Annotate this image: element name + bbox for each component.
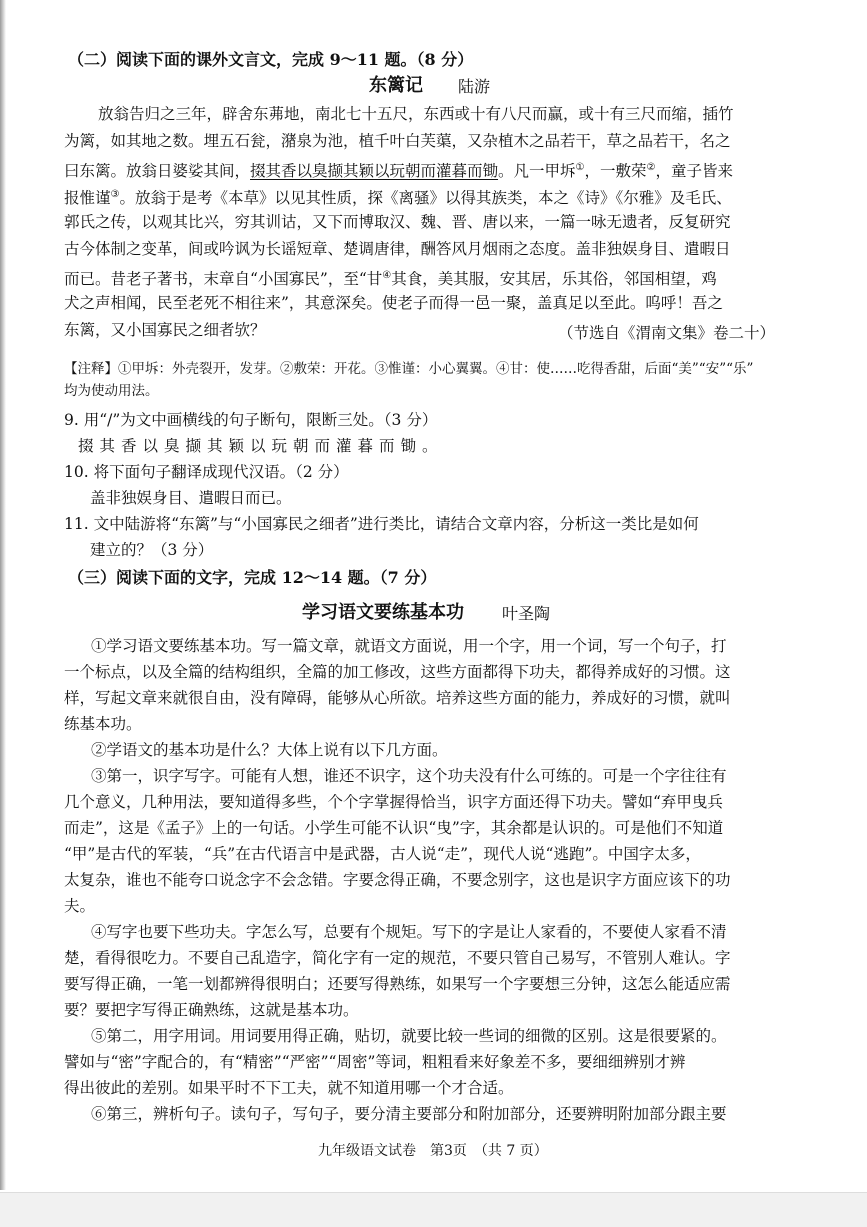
footnote-marker: ② xyxy=(646,162,656,173)
essay-author: 陆游 xyxy=(458,77,491,96)
paragraph-line: ④写字也要下些功夫。字怎么写，总要有个规矩。写下的字是让人家看的，不要使人家看不清 xyxy=(91,923,727,941)
paragraph-line: 楚，看得很吃力。不要自己乱造字，简化字有一定的规范，不要只管自己易写，不管别人难认。字 xyxy=(64,949,731,967)
paragraph-line: ⑥第三，辨析句子。读句子，写句子，要分清主要部分和附加部分，还要辨明附加部分跟主要 xyxy=(91,1105,727,1123)
annotation-notes: 【注释】①甲坼：外壳裂开，发芽。②敷荣：开花。③惟谨：小心翼翼。④甘：使……吃得香甜，后面“美”“安”“乐” xyxy=(64,361,754,377)
passage-text: 其食，美其服，安其居，乐其俗，邻国相望，鸡 xyxy=(391,270,717,289)
article-author: 叶圣陶 xyxy=(502,604,551,623)
passage-text: 报惟谨 xyxy=(64,189,111,208)
passage-line xyxy=(64,185,732,208)
passage-text: 。凡一甲坼 xyxy=(498,162,576,181)
question-11: 11. 文中陆游将“东篱”与“小国寡民之细者”进行类比，请结合文章内容，分析这一类比是如何 xyxy=(64,515,699,533)
passage-line: 东篱，又小国寡民之细者欤？ xyxy=(64,321,266,339)
passage-text: 曰东篱。放翁日婆娑其间， xyxy=(64,162,251,181)
passage-line: 郭氏之传，以观其比兴，穷其训诂，又下而博取汉、魏、晋、唐以来，一篇一咏无遗者，反复研究 xyxy=(64,213,731,231)
paragraph-line: 一个标点，以及全篇的结构组织，全篇的加工修改，这些方面都得下功夫，都得养成好的习惯。这 xyxy=(64,663,731,681)
article-title: 学习语文要练基本功 xyxy=(302,602,464,623)
passage-line: 为篱，如其地之数。埋五石瓮，潴泉为池，植千叶白芙蕖，又杂植木之品若干，草之品若干，名之 xyxy=(64,132,731,150)
paragraph-line: 要？要把字写得正确熟练，这就是基本功。 xyxy=(64,1001,359,1019)
question-9-text: 掇其香以臭撷其颖以玩朝而灌暮而锄。 xyxy=(78,437,444,455)
paragraph-line: ①学习语文要练基本功。写一篇文章，就语文方面说，用一个字，用一个词，写一个句子，打 xyxy=(91,637,727,655)
passage-text: ，童子皆来 xyxy=(655,162,734,181)
paragraph-line: 太复杂，谁也不能夸口说念字不会念错。字要念得正确，不要念别字，这也是识字方面应该下的功 xyxy=(64,871,731,889)
paragraph-line: 练基本功。 xyxy=(64,715,142,733)
scan-edge xyxy=(0,0,6,1190)
paragraph-line: 譬如与“密”字配合的，有“精密”“严密”“周密”等词，粗粗看来好象差不多，要细细辨别才辨 xyxy=(64,1053,686,1071)
passage-line: 犬之声相闻，民至老死不相往来”，其意深矣。使老子而得一邑一聚，盖真足以至此。呜呼！吾之 xyxy=(64,294,723,312)
passage-text: ，一敷荣 xyxy=(584,162,647,181)
scan-bottom-margin xyxy=(0,1192,867,1227)
paragraph-line: 得出彼此的差别。如果平时不下工夫，就不知道用哪一个才合适。 xyxy=(64,1079,514,1097)
question-10-text: 盖非独娱身目、遣暇日而已。 xyxy=(90,489,292,507)
section2-heading: （二）阅读下面的课外文言文，完成 9～11 题。（8 分） xyxy=(68,50,474,69)
paragraph-line: 几个意义，几种用法，要知道得多些，个个字掌握得恰当，识字方面还得下功夫。譬如“弃甲曳兵 xyxy=(64,793,723,811)
source-citation: （节选自《渭南文集》卷二十） xyxy=(558,324,776,342)
passage-line: 古今体制之变革，间或吟讽为长谣短章、楚调唐律，酬答风月烟雨之态度。盖非独娱身目、遣暇日 xyxy=(64,240,731,258)
passage-line: 放翁告归之三年，辟舍东茀地，南北七十五尺，东西或十有八尺而赢，或十有三尺而缩，插竹 xyxy=(98,105,734,123)
paragraph-line: 样，写起文章来就很自由，没有障碍，能够从心所欲。培养这些方面的能力，养成好的习惯，就叫 xyxy=(64,689,731,707)
footnote-marker: ④ xyxy=(382,270,392,281)
paragraph-line: “甲”是古代的军装，“兵”在古代语言中是武器，古人说“走”，现代人说“逃跑”。中国字太多， xyxy=(64,845,701,863)
section3-heading: （三）阅读下面的文字，完成 12～14 题。（7 分） xyxy=(68,568,437,587)
essay-title: 东篱记 xyxy=(369,75,423,96)
paragraph-line: 夫。 xyxy=(64,897,96,915)
question-11: 建立的？（3 分） xyxy=(90,541,214,559)
underlined-sentence: 掇其香以臭撷其颖以玩朝而灌暮而锄 xyxy=(250,162,499,181)
page-footer: 九年级语文试卷 第3页 （共 7 页） xyxy=(318,1143,548,1159)
passage-text: 而已。昔老子著书，末章自“小国寡民”，至“甘 xyxy=(64,270,383,289)
footnote-marker: ③ xyxy=(110,189,120,200)
paragraph-line: 而走”，这是《孟子》上的一句话。小学生可能不认识“曳”字，其余都是认识的。可是他们不知道 xyxy=(64,819,724,837)
annotation-notes: 均为使动用法。 xyxy=(64,383,159,399)
paragraph-line: ②学语文的基本功是什么？大体上说有以下几方面。 xyxy=(91,741,448,759)
paragraph-line: ③第一，识字写字。可能有人想，谁还不识字，这个功夫没有什么可练的。可是一个字往往有 xyxy=(91,767,727,785)
passage-text: 。放翁于是考《本草》以见其性质，探《离骚》以得其族类，本之《诗》《尔雅》及毛氏、 xyxy=(119,189,732,208)
paragraph-line: ⑤第二，用字用词。用词要用得正确，贴切，就要比较一些词的细微的区别。这是很要紧的。 xyxy=(91,1027,727,1045)
passage-line xyxy=(64,158,733,181)
passage-line xyxy=(64,266,717,289)
question-10: 10. 将下面句子翻译成现代汉语。（2 分） xyxy=(64,463,349,481)
paragraph-line: 要写得正确，一笔一划都辨得很明白；还要写得熟练，如果写一个字要想三分钟，这怎么能适应需 xyxy=(64,975,731,993)
footnote-marker: ① xyxy=(575,162,585,173)
question-9: 9. 用“/”为文中画横线的句子断句，限断三处。（3 分） xyxy=(64,411,438,429)
